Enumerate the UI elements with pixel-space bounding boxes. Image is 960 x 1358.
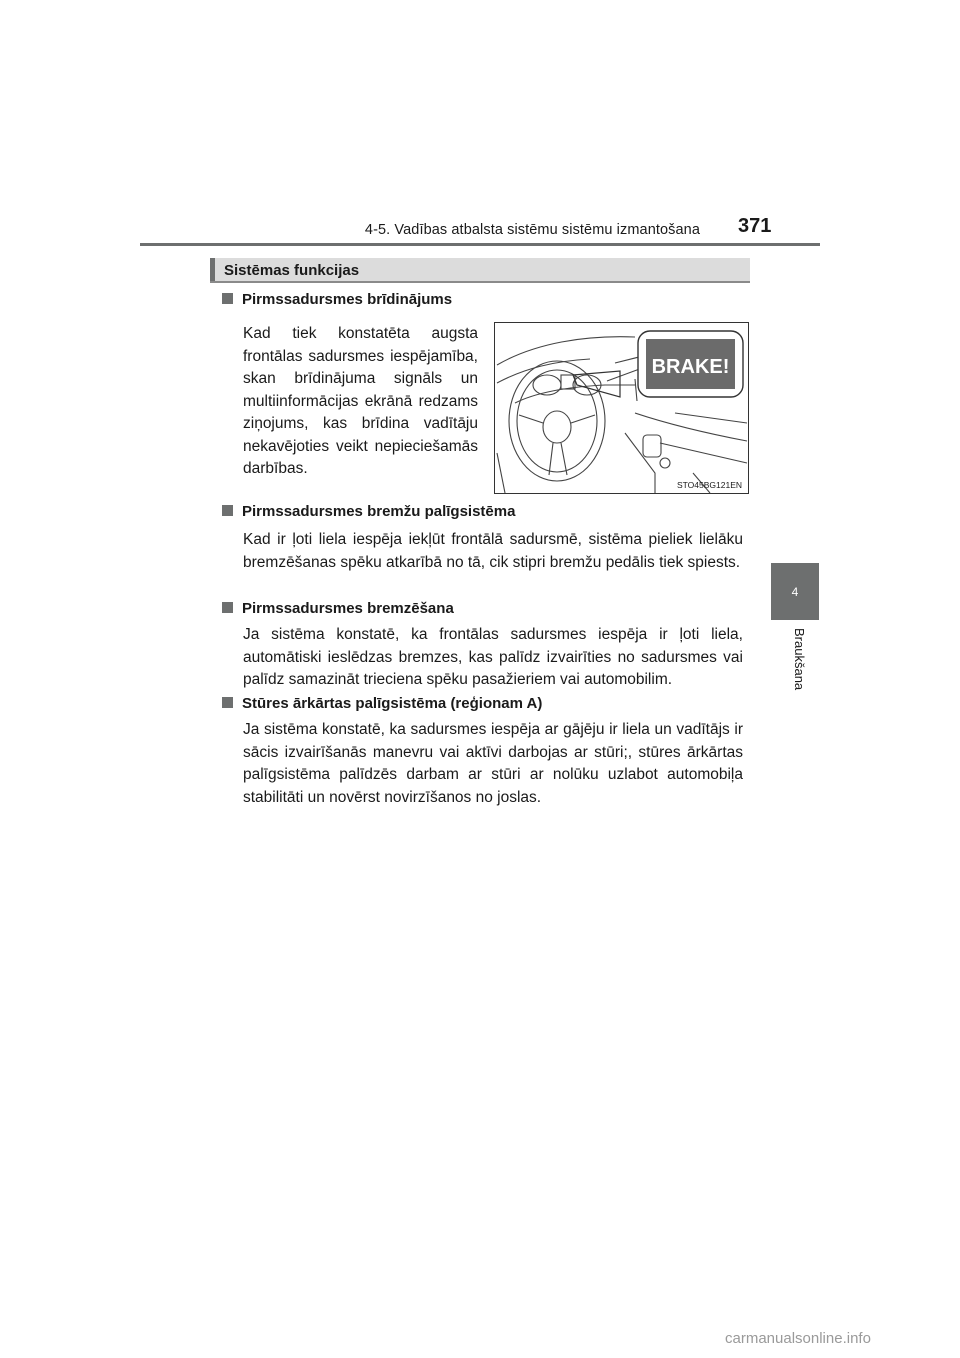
dashboard-drawing [495, 323, 748, 493]
bullet-square-icon [222, 505, 233, 516]
item-title-text: Stūres ārkārtas palīgsistēma (reģionam A) [242, 695, 543, 712]
section-heading [210, 258, 750, 283]
section-heading-bar [210, 258, 215, 281]
item-text-brake-assist: Kad ir ļoti liela iespēja iekļūt frontālā sadursmē, sistēma pieliek lielāku bremzēšanas spēku atkarībā no tā, cik stipri bremžu pedālis tiek spiests. [243, 531, 743, 571]
header-rule [140, 243, 820, 246]
item-text-pre-collision-warning: Kad tiek konstatēta augsta frontālas sadursmes iespējamība, skan brīdinājuma signāls un multiinformācijas ekrānā redzams ziņojums, kas brīdina vadītāju nekavējoties veikt nepieciešamās darbības. [243, 325, 478, 477]
item-title-pre-collision-braking [222, 600, 454, 617]
bullet-square-icon [222, 697, 233, 708]
item-text-emergency-steering-assist: Ja sistēma konstatē, ka sadursmes iespēja ar gājēju ir liela un vadītājs ir sācis izvairīšanās manevru vai aktīvi darbojas ar stūri;, stūres ārkārtas palīgsistēma palīdzēs darbam ar stūri ar nolūku uzlabot automobiļa stabilitāti un novērst novirzīšanos no joslas. [243, 721, 743, 806]
item-title-brake-assist [222, 503, 515, 520]
chapter-label: Braukšana [792, 628, 807, 691]
page-number: 371 [738, 215, 772, 237]
section-heading-title: Sistēmas funkcijas [224, 262, 360, 279]
bullet-square-icon [222, 293, 233, 304]
footer-watermark[interactable]: carmanualsonline.info [725, 1330, 871, 1347]
brake-warning-text: BRAKE! [651, 356, 730, 378]
item-title-emergency-steering-assist [222, 695, 542, 712]
chapter-number: 4 [791, 584, 799, 599]
item-title-text: Pirmssadursmes bremžu palīgsistēma [242, 503, 516, 520]
item-title-text: Pirmssadursmes bremzēšana [242, 600, 454, 617]
figure-code: STO45BG121EN [676, 480, 742, 490]
header-section-path: 4-5. Vadības atbalsta sistēmu sistēmu izmantošana [364, 222, 700, 238]
dashboard-illustration [494, 322, 749, 494]
item-title-text: Pirmssadursmes brīdinājums [242, 291, 453, 308]
item-title-pre-collision-warning [222, 291, 452, 308]
bullet-square-icon [222, 602, 233, 613]
chapter-tab [771, 563, 819, 620]
item-text-pre-collision-braking: Ja sistēma konstatē, ka frontālas sadursmes iespēja ir ļoti liela, automātiski ieslēdzas bremzes, kas palīdz izvairīties no sadursmes vai palīdz samazināt trieciena spēku pasažieriem vai automobilim. [243, 626, 743, 688]
